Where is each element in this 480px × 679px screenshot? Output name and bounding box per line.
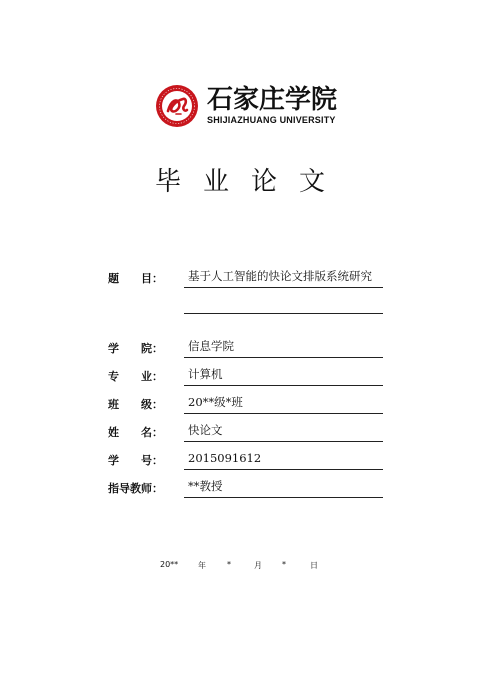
class-field[interactable]: 20**级*班 (184, 392, 383, 414)
university-logo (155, 84, 338, 134)
topic-label: 题 目： (108, 272, 163, 285)
advisor-row (108, 476, 383, 498)
date-day-unit: 日 (310, 561, 318, 570)
advisor-label: 指导教师： (108, 482, 163, 495)
class-row (108, 392, 383, 414)
student-id-label: 学 号： (108, 454, 163, 467)
major-label: 专 业： (108, 370, 163, 383)
college-label: 学 院： (108, 342, 163, 355)
date-month: * (227, 560, 231, 569)
topic-row-2 (108, 292, 383, 314)
university-name-cn: 石家庄学院 (207, 85, 338, 115)
date-month-unit: 月 (254, 561, 262, 570)
college-field[interactable]: 信息学院 (184, 336, 383, 358)
topic-field-line-2[interactable] (184, 292, 383, 314)
date-year-unit: 年 (198, 561, 206, 570)
student-id-row (108, 448, 383, 470)
date-year: 20** (160, 560, 179, 569)
student-id-field[interactable]: 2015091612 (184, 448, 383, 470)
major-field[interactable]: 计算机 (184, 364, 383, 386)
class-label: 班 级： (108, 398, 163, 411)
university-seal-icon (155, 84, 199, 128)
page-title: 毕业论文 (154, 167, 347, 197)
topic-field[interactable]: 基于人工智能的快论文排版系统研究 (184, 266, 383, 288)
date-day: * (282, 560, 286, 569)
major-row (108, 364, 383, 386)
college-row (108, 336, 383, 358)
name-row (108, 420, 383, 442)
name-label: 姓 名： (108, 426, 163, 439)
topic-row (108, 266, 383, 288)
university-name-en: SHIJIAZHUANG UNIVERSITY (207, 115, 336, 125)
advisor-field[interactable]: **教授 (184, 476, 383, 498)
name-field[interactable]: 快论文 (184, 420, 383, 442)
